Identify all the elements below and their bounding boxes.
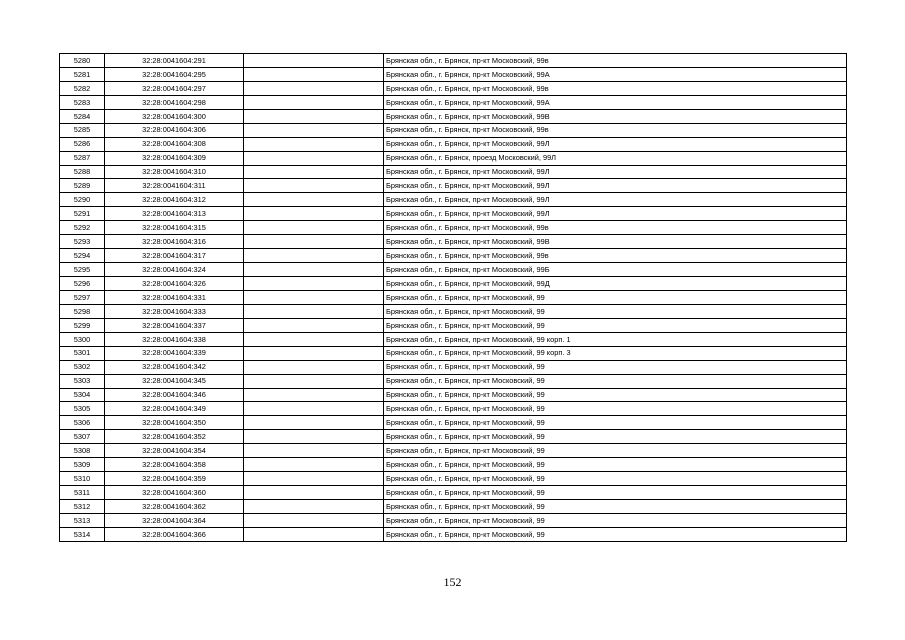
cadastral-number-cell: 32:28:0041604:317	[105, 249, 244, 263]
row-number-cell: 5294	[60, 249, 105, 263]
row-number-cell: 5314	[60, 527, 105, 541]
cadastral-number-cell: 32:28:0041604:331	[105, 290, 244, 304]
cadastral-number-cell: 32:28:0041604:298	[105, 95, 244, 109]
property-registry-table	[59, 53, 847, 542]
cadastral-number-cell: 32:28:0041604:364	[105, 513, 244, 527]
row-number-cell: 5284	[60, 109, 105, 123]
cadastral-number-cell: 32:28:0041604:324	[105, 263, 244, 277]
cadastral-number-cell: 32:28:0041604:337	[105, 318, 244, 332]
row-number-cell: 5309	[60, 458, 105, 472]
table-row	[60, 95, 847, 109]
empty-cell	[244, 360, 384, 374]
cadastral-number-cell: 32:28:0041604:350	[105, 416, 244, 430]
row-number-cell: 5313	[60, 513, 105, 527]
address-cell: Брянская обл., г. Брянск, проезд Московский, 99Л	[384, 151, 847, 165]
page-number: 152	[443, 575, 462, 589]
cadastral-number-cell: 32:28:0041604:312	[105, 193, 244, 207]
cadastral-number-cell: 32:28:0041604:315	[105, 221, 244, 235]
cadastral-number-cell: 32:28:0041604:359	[105, 472, 244, 486]
row-number-cell: 5282	[60, 81, 105, 95]
empty-cell	[244, 527, 384, 541]
empty-cell	[244, 67, 384, 81]
address-cell: Брянская обл., г. Брянск, пр-кт Московский, 99В	[384, 235, 847, 249]
table-row	[60, 235, 847, 249]
row-number-cell: 5287	[60, 151, 105, 165]
cadastral-number-cell: 32:28:0041604:308	[105, 137, 244, 151]
address-cell: Брянская обл., г. Брянск, пр-кт Московский, 99	[384, 458, 847, 472]
table-row	[60, 416, 847, 430]
row-number-cell: 5281	[60, 67, 105, 81]
address-cell: Брянская обл., г. Брянск, пр-кт Московский, 99в	[384, 123, 847, 137]
cadastral-number-cell: 32:28:0041604:358	[105, 458, 244, 472]
empty-cell	[244, 123, 384, 137]
table-body	[60, 54, 847, 542]
table-row	[60, 67, 847, 81]
table-row	[60, 207, 847, 221]
address-cell: Брянская обл., г. Брянск, пр-кт Московский, 99	[384, 430, 847, 444]
table-row	[60, 388, 847, 402]
table-row	[60, 290, 847, 304]
empty-cell	[244, 95, 384, 109]
row-number-cell: 5285	[60, 123, 105, 137]
row-number-cell: 5297	[60, 290, 105, 304]
row-number-cell: 5283	[60, 95, 105, 109]
table-row	[60, 54, 847, 68]
cadastral-number-cell: 32:28:0041604:291	[105, 54, 244, 68]
empty-cell	[244, 458, 384, 472]
address-cell: Брянская обл., г. Брянск, пр-кт Московский, 99в	[384, 221, 847, 235]
empty-cell	[244, 500, 384, 514]
empty-cell	[244, 416, 384, 430]
table-row	[60, 332, 847, 346]
table-row	[60, 458, 847, 472]
row-number-cell: 5302	[60, 360, 105, 374]
address-cell: Брянская обл., г. Брянск, пр-кт Московский, 99	[384, 388, 847, 402]
cadastral-number-cell: 32:28:0041604:310	[105, 165, 244, 179]
cadastral-number-cell: 32:28:0041604:306	[105, 123, 244, 137]
cadastral-number-cell: 32:28:0041604:311	[105, 179, 244, 193]
table-row	[60, 430, 847, 444]
empty-cell	[244, 346, 384, 360]
table-row	[60, 513, 847, 527]
empty-cell	[244, 304, 384, 318]
address-cell: Брянская обл., г. Брянск, пр-кт Московский, 99	[384, 304, 847, 318]
empty-cell	[244, 193, 384, 207]
empty-cell	[244, 374, 384, 388]
address-cell: Брянская обл., г. Брянск, пр-кт Московский, 99Л	[384, 165, 847, 179]
table-row	[60, 165, 847, 179]
address-cell: Брянская обл., г. Брянск, пр-кт Московский, 99	[384, 374, 847, 388]
cadastral-number-cell: 32:28:0041604:300	[105, 109, 244, 123]
empty-cell	[244, 109, 384, 123]
empty-cell	[244, 332, 384, 346]
row-number-cell: 5304	[60, 388, 105, 402]
address-cell: Брянская обл., г. Брянск, пр-кт Московский, 99в	[384, 81, 847, 95]
address-cell: Брянская обл., г. Брянск, пр-кт Московский, 99Л	[384, 207, 847, 221]
address-cell: Брянская обл., г. Брянск, пр-кт Московский, 99в	[384, 54, 847, 68]
empty-cell	[244, 290, 384, 304]
empty-cell	[244, 277, 384, 291]
empty-cell	[244, 249, 384, 263]
empty-cell	[244, 388, 384, 402]
address-cell: Брянская обл., г. Брянск, пр-кт Московский, 99	[384, 416, 847, 430]
cadastral-number-cell: 32:28:0041604:346	[105, 388, 244, 402]
empty-cell	[244, 318, 384, 332]
empty-cell	[244, 165, 384, 179]
cadastral-number-cell: 32:28:0041604:366	[105, 527, 244, 541]
row-number-cell: 5300	[60, 332, 105, 346]
cadastral-number-cell: 32:28:0041604:338	[105, 332, 244, 346]
row-number-cell: 5280	[60, 54, 105, 68]
address-cell: Брянская обл., г. Брянск, пр-кт Московский, 99 корп. 1	[384, 332, 847, 346]
row-number-cell: 5301	[60, 346, 105, 360]
row-number-cell: 5298	[60, 304, 105, 318]
table-row	[60, 109, 847, 123]
address-cell: Брянская обл., г. Брянск, пр-кт Московский, 99Б	[384, 263, 847, 277]
cadastral-number-cell: 32:28:0041604:333	[105, 304, 244, 318]
row-number-cell: 5291	[60, 207, 105, 221]
table-row	[60, 500, 847, 514]
table-row	[60, 472, 847, 486]
address-cell: Брянская обл., г. Брянск, пр-кт Московский, 99	[384, 527, 847, 541]
empty-cell	[244, 221, 384, 235]
cadastral-number-cell: 32:28:0041604:297	[105, 81, 244, 95]
cadastral-number-cell: 32:28:0041604:360	[105, 486, 244, 500]
table-row	[60, 179, 847, 193]
cadastral-number-cell: 32:28:0041604:316	[105, 235, 244, 249]
address-cell: Брянская обл., г. Брянск, пр-кт Московский, 99Л	[384, 193, 847, 207]
cadastral-number-cell: 32:28:0041604:345	[105, 374, 244, 388]
row-number-cell: 5311	[60, 486, 105, 500]
cadastral-number-cell: 32:28:0041604:326	[105, 277, 244, 291]
row-number-cell: 5310	[60, 472, 105, 486]
cadastral-number-cell: 32:28:0041604:313	[105, 207, 244, 221]
row-number-cell: 5299	[60, 318, 105, 332]
cadastral-number-cell: 32:28:0041604:349	[105, 402, 244, 416]
cadastral-number-cell: 32:28:0041604:339	[105, 346, 244, 360]
address-cell: Брянская обл., г. Брянск, пр-кт Московский, 99	[384, 318, 847, 332]
address-cell: Брянская обл., г. Брянск, пр-кт Московский, 99А	[384, 95, 847, 109]
table-row	[60, 193, 847, 207]
row-number-cell: 5305	[60, 402, 105, 416]
address-cell: Брянская обл., г. Брянск, пр-кт Московский, 99 корп. 3	[384, 346, 847, 360]
empty-cell	[244, 472, 384, 486]
row-number-cell: 5289	[60, 179, 105, 193]
row-number-cell: 5286	[60, 137, 105, 151]
cadastral-number-cell: 32:28:0041604:354	[105, 444, 244, 458]
address-cell: Брянская обл., г. Брянск, пр-кт Московский, 99	[384, 513, 847, 527]
address-cell: Брянская обл., г. Брянск, пр-кт Московский, 99Л	[384, 179, 847, 193]
table-row	[60, 137, 847, 151]
table-row	[60, 151, 847, 165]
row-number-cell: 5295	[60, 263, 105, 277]
row-number-cell: 5312	[60, 500, 105, 514]
table-row	[60, 263, 847, 277]
address-cell: Брянская обл., г. Брянск, пр-кт Московский, 99В	[384, 109, 847, 123]
empty-cell	[244, 486, 384, 500]
empty-cell	[244, 513, 384, 527]
table-row	[60, 277, 847, 291]
empty-cell	[244, 54, 384, 68]
empty-cell	[244, 235, 384, 249]
row-number-cell: 5293	[60, 235, 105, 249]
table-row	[60, 318, 847, 332]
table-row	[60, 304, 847, 318]
cadastral-number-cell: 32:28:0041604:295	[105, 67, 244, 81]
empty-cell	[244, 137, 384, 151]
empty-cell	[244, 430, 384, 444]
address-cell: Брянская обл., г. Брянск, пр-кт Московский, 99Д	[384, 277, 847, 291]
table-row	[60, 374, 847, 388]
table-row	[60, 444, 847, 458]
row-number-cell: 5306	[60, 416, 105, 430]
cadastral-number-cell: 32:28:0041604:342	[105, 360, 244, 374]
empty-cell	[244, 207, 384, 221]
row-number-cell: 5308	[60, 444, 105, 458]
address-cell: Брянская обл., г. Брянск, пр-кт Московский, 99	[384, 472, 847, 486]
row-number-cell: 5288	[60, 165, 105, 179]
table-row	[60, 249, 847, 263]
table-row	[60, 123, 847, 137]
address-cell: Брянская обл., г. Брянск, пр-кт Московский, 99	[384, 402, 847, 416]
table-row	[60, 221, 847, 235]
address-cell: Брянская обл., г. Брянск, пр-кт Московский, 99в	[384, 249, 847, 263]
table-row	[60, 527, 847, 541]
table-row	[60, 346, 847, 360]
row-number-cell: 5307	[60, 430, 105, 444]
row-number-cell: 5290	[60, 193, 105, 207]
address-cell: Брянская обл., г. Брянск, пр-кт Московский, 99	[384, 486, 847, 500]
row-number-cell: 5296	[60, 277, 105, 291]
empty-cell	[244, 151, 384, 165]
empty-cell	[244, 263, 384, 277]
address-cell: Брянская обл., г. Брянск, пр-кт Московский, 99	[384, 444, 847, 458]
address-cell: Брянская обл., г. Брянск, пр-кт Московский, 99	[384, 290, 847, 304]
empty-cell	[244, 81, 384, 95]
table-row	[60, 81, 847, 95]
cadastral-number-cell: 32:28:0041604:362	[105, 500, 244, 514]
address-cell: Брянская обл., г. Брянск, пр-кт Московский, 99	[384, 360, 847, 374]
cadastral-number-cell: 32:28:0041604:309	[105, 151, 244, 165]
empty-cell	[244, 179, 384, 193]
table-row	[60, 486, 847, 500]
empty-cell	[244, 402, 384, 416]
address-cell: Брянская обл., г. Брянск, пр-кт Московский, 99	[384, 500, 847, 514]
table-row	[60, 360, 847, 374]
address-cell: Брянская обл., г. Брянск, пр-кт Московский, 99А	[384, 67, 847, 81]
table-row	[60, 402, 847, 416]
row-number-cell: 5303	[60, 374, 105, 388]
address-cell: Брянская обл., г. Брянск, пр-кт Московский, 99Л	[384, 137, 847, 151]
empty-cell	[244, 444, 384, 458]
cadastral-number-cell: 32:28:0041604:352	[105, 430, 244, 444]
row-number-cell: 5292	[60, 221, 105, 235]
